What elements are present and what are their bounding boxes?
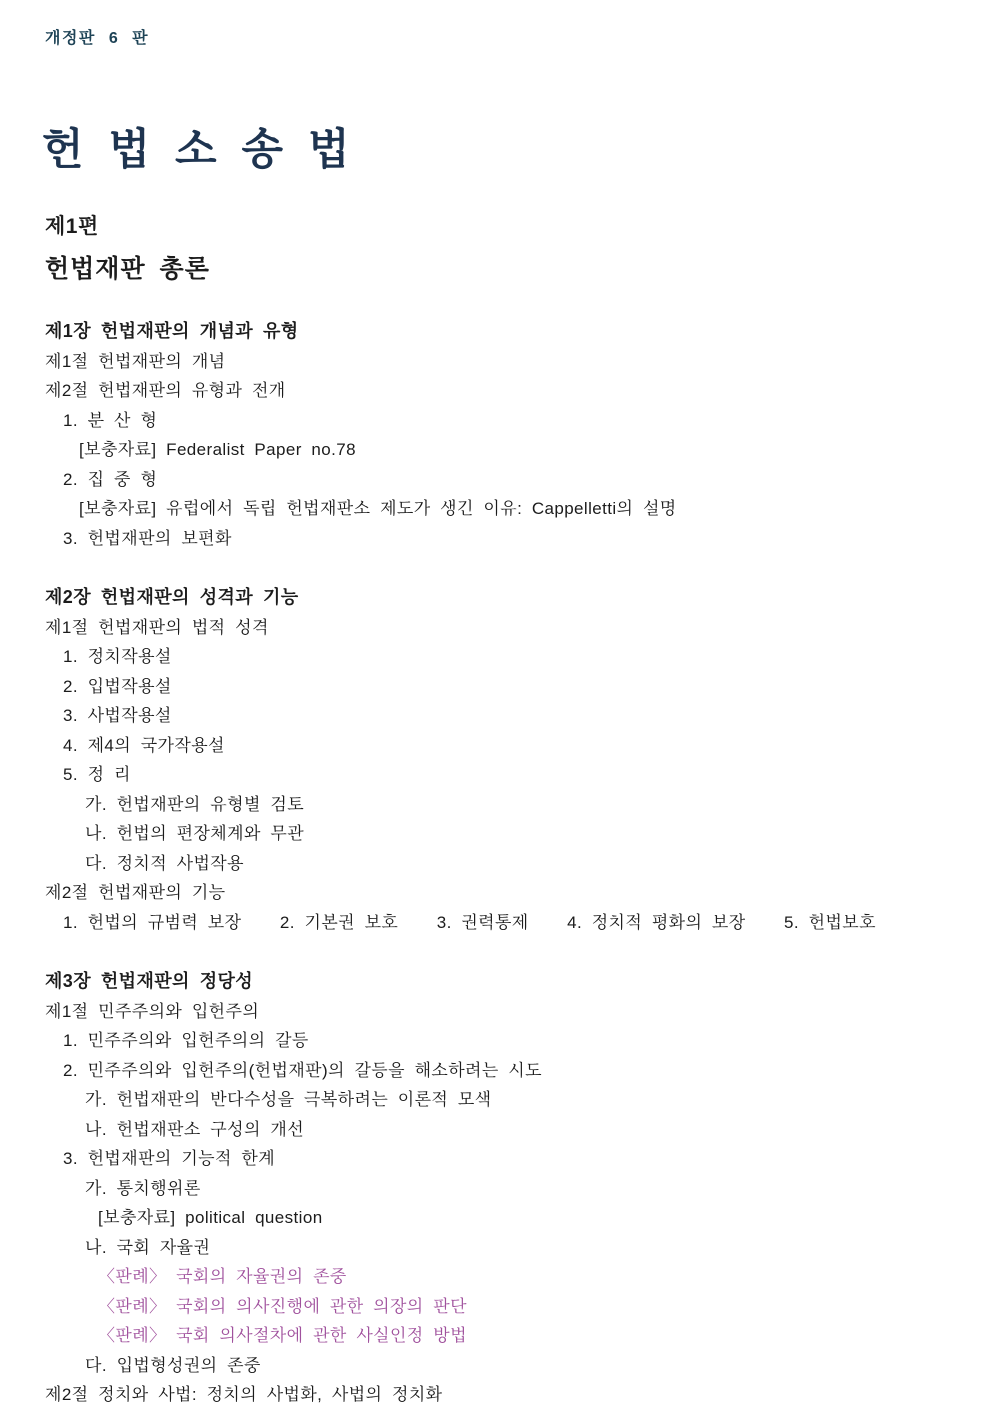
toc-line: 4. 제4의 국가작용설 [63, 735, 225, 755]
toc-line: 가. 통치행위론 [85, 1178, 201, 1198]
toc-line: 3. 헌법재판의 기능적 한계 [63, 1149, 276, 1168]
book-title: 헌 법 소 송 법 [42, 126, 352, 174]
toc-line: 5. 정 리 [63, 765, 131, 784]
toc-line: 2. 입법작용설 [63, 676, 172, 696]
toc-line: 2. 집 중 형 [63, 469, 158, 489]
toc-line: 제1장 헌법재판의 개념과 유형 [45, 321, 299, 341]
toc-line: [보충자료] 유럽에서 독립 헌법재판소 제도가 생긴 이유: Cappelletti의 설명 [79, 499, 677, 518]
toc-line: 〈판례〉 국회의 의사진행에 관한 의장의 판단 [98, 1296, 467, 1316]
toc-line: 나. 헌법의 편장체계와 무관 [85, 824, 305, 843]
toc-line: 2. 민주주의와 입헌주의(헌법재판)의 갈등을 해소하려는 시도 [63, 1060, 542, 1080]
toc-line: 제2절 헌법재판의 기능 [45, 883, 226, 902]
toc-line: 제2절 헌법재판의 유형과 전개 [45, 381, 286, 400]
toc-line: 〈판례〉 국회 의사절차에 관한 사실인정 방법 [98, 1326, 467, 1345]
toc-line: 1. 정치작용설 [63, 647, 172, 666]
toc-line: 다. 입법형성권의 존중 [85, 1355, 261, 1375]
toc-line: 1. 헌법의 규범력 보장 2. 기본권 보호 3. 권력통제 4. 정치적 평화의 보장 5. 헌법보호 [63, 912, 876, 932]
toc-line: 1. 민주주의와 입헌주의의 갈등 [63, 1031, 309, 1050]
toc-line: [보충자료] political question [98, 1208, 323, 1227]
table-of-contents [0, 317, 992, 1403]
toc-line: 제2절 정치와 사법: 정치의 사법화, 사법의 정치화 [45, 1385, 443, 1403]
toc-line: 〈판례〉 국회의 자율권의 존중 [98, 1267, 347, 1286]
toc-line: 제3장 헌법재판의 정당성 [45, 971, 254, 991]
toc-spacer [0, 553, 992, 583]
toc-line: 나. 국회 자율권 [85, 1237, 211, 1257]
toc-line: 가. 헌법재판의 유형별 검토 [85, 794, 305, 814]
toc-line: 3. 사법작용설 [63, 706, 172, 725]
toc-line: 나. 헌법재판소 구성의 개선 [85, 1119, 305, 1139]
toc-line: 제2장 헌법재판의 성격과 기능 [45, 587, 299, 607]
toc-spacer [0, 937, 992, 967]
toc-line: 1. 분 산 형 [63, 410, 158, 430]
toc-line: 가. 헌법재판의 반다수성을 극복하려는 이론적 모색 [85, 1090, 492, 1109]
part-number: 제1편 [45, 215, 99, 238]
toc-line: 제1절 헌법재판의 법적 성격 [45, 617, 269, 637]
toc-line: 3. 헌법재판의 보편화 [63, 528, 232, 548]
part-title: 헌법재판 총론 [45, 255, 210, 283]
edition-label: 개정판 6 판 [45, 30, 150, 47]
toc-line: 제1절 헌법재판의 개념 [45, 351, 226, 371]
toc-line: 다. 정치적 사법작용 [85, 853, 244, 873]
toc-line: 제1절 민주주의와 입헌주의 [45, 1001, 260, 1021]
toc-line: [보충자료] Federalist Paper no.78 [79, 440, 356, 459]
